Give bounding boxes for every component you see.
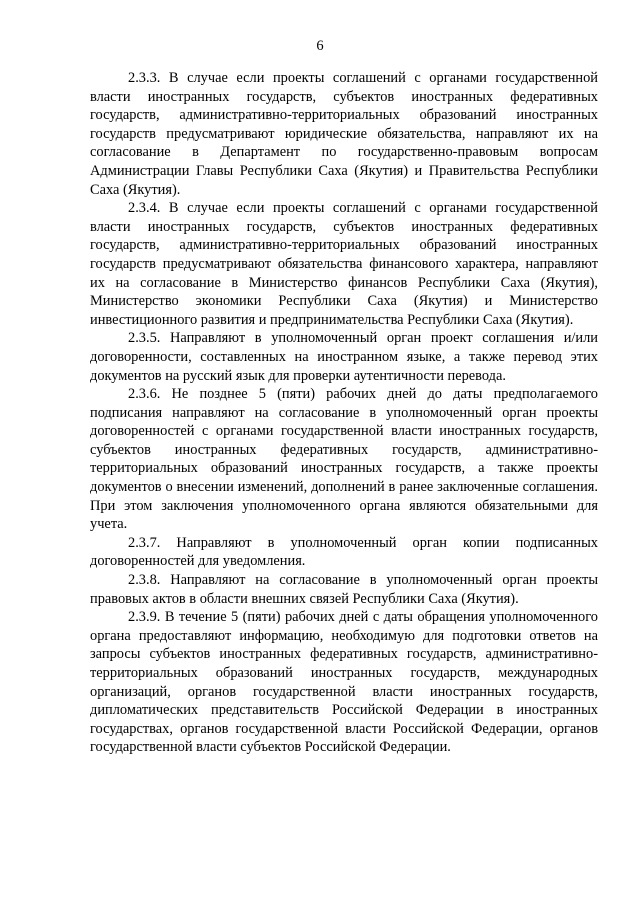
paragraph-2-3-3: 2.3.3. В случае если проекты соглашений с органами государственной власти иностранных государств, субъектов иностранных федеративных государств, административно-территориальных образований иностранных государств предусматривают юридические обязательства, направляют их на согласование в Департамент по государственно-правовым вопросам Администрации Главы Республики Саха (Якутия) и Правительства Республики Саха (Якутия).: [90, 70, 598, 198]
document-body: [90, 69, 598, 757]
paragraph-2-3-8: 2.3.8. Направляют на согласование в уполномоченный орган проекты правовых актов в области внешних связей Республики Саха (Якутия).: [90, 572, 598, 607]
paragraph-2-3-4: 2.3.4. В случае если проекты соглашений с органами государственной власти иностранных государств, субъектов иностранных федеративных государств, административно-территориальных образований иностранных государств предусматривают обязательства финансового характера, направляют их на согласование в Министерство финансов Республики Саха (Якутия), Министерство экономики Республики Саха (Якутия) и Министерство инвестиционного развития и предпринимательства Республики Саха (Якутия).: [90, 200, 598, 328]
paragraph-2-3-5: 2.3.5. Направляют в уполномоченный орган проект соглашения и/или договоренности, составленных на иностранном языке, а также перевод этих документов на русский язык для проверки аутентичности перевода.: [90, 330, 598, 384]
paragraph-2-3-9: 2.3.9. В течение 5 (пяти) рабочих дней с даты обращения уполномоченного органа предоставляют информацию, необходимую для подготовки ответов на запросы субъектов иностранных федеративных государств, административно-территориальных образований иностранных государств, международных организаций, органов государственной власти иностранных государств, дипломатических представительств Российской Федерации в иностранных государствах, органов государственной власти Российской Федерации, органов государственной власти субъектов Российской Федерации.: [90, 609, 598, 756]
page-number: 6: [316, 38, 324, 54]
paragraph-2-3-7: 2.3.7. Направляют в уполномоченный орган копии подписанных договоренностей для уведомления.: [90, 534, 598, 570]
paragraph-2-3-6: 2.3.6. Не позднее 5 (пяти) рабочих дней до даты предполагаемого подписания направляют на согласование в уполномоченный орган проекты договоренностей с органами государственной власти иностранных государств, субъектов иностранных федеративных государств, административно-территориальных образований иностранных государств, а также проекты документов о внесении изменений, дополнений в ранее заключенные соглашения. При этом заключения уполномоченного органа являются обязательными для учета.: [90, 386, 598, 533]
